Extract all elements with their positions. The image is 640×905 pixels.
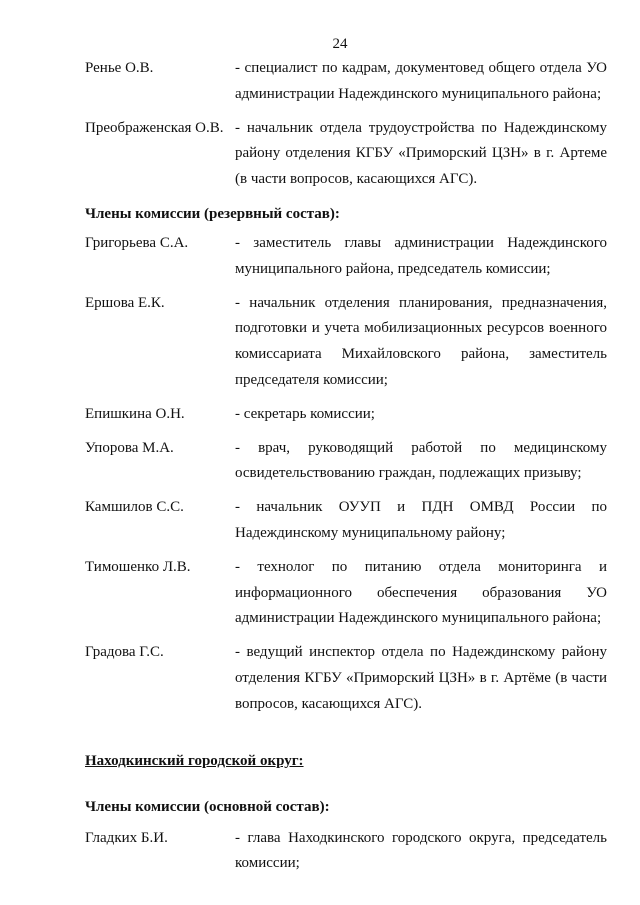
member-role: - начальник отдела трудоустройства по Надеждинскому району отделения КГБУ «Приморский ЦЗН» в г. Артеме (в части вопросов, касающихся АГС).	[235, 119, 607, 188]
member-entry	[85, 436, 607, 496]
member-entry	[85, 56, 607, 116]
member-entry	[85, 640, 607, 725]
main-members-heading: Члены комиссии (основной состав):	[85, 798, 330, 815]
member-entry	[85, 231, 607, 291]
member-name: Градова Г.С.	[85, 644, 164, 661]
member-name: Тимошенко Л.В.	[85, 558, 191, 575]
member-name: Епишкина О.Н.	[85, 405, 185, 422]
member-name: Ершова Е.К.	[85, 294, 165, 311]
member-name: Камшилов С.С.	[85, 499, 184, 516]
member-name: Упорова М.А.	[85, 439, 174, 456]
district-heading: Находкинский городской округ:	[85, 752, 304, 769]
member-role: - технолог по питанию отдела мониторинга и информационного обеспечения образования УО администрации Надеждинского муниципального района;	[235, 558, 607, 627]
member-role: - заместитель главы администрации Надеждинского муниципального района, председатель комиссии;	[235, 234, 607, 277]
member-name: Григорьева С.А.	[85, 234, 189, 251]
member-role: - начальник отделения планирования, предназначения, подготовки и учета мобилизационных ресурсов военного комиссариата Михайловского района, заместитель председателя комиссии;	[235, 294, 607, 388]
member-name: Преображенская О.В.	[85, 119, 224, 136]
member-entry	[85, 555, 607, 640]
member-entry	[85, 116, 607, 201]
member-entry	[85, 291, 607, 402]
member-role: - специалист по кадрам, документовед общего отдела УО администрации Надеждинского муниципального района;	[235, 60, 607, 102]
member-entry	[85, 402, 607, 436]
member-role: - ведущий инспектор отдела по Надеждинскому району отделения КГБУ «Приморский ЦЗН» в г. Артёме (в части вопросов, касающихся АГС).	[235, 644, 607, 712]
document-body	[85, 56, 607, 885]
member-entry	[85, 826, 607, 886]
member-name: Ренье О.В.	[85, 60, 154, 76]
member-entry	[85, 495, 607, 555]
member-role: - глава Находкинского городского округа, председатель комиссии;	[235, 829, 607, 872]
member-role: - начальник ОУУП и ПДН ОМВД России по Надеждинскому муниципальному району;	[235, 499, 607, 541]
page-number: 24	[332, 36, 348, 52]
member-role: - врач, руководящий работой по медицинскому освидетельствованию граждан, подлежащих призыву;	[235, 439, 607, 482]
reserve-members-heading: Члены комиссии (резервный состав):	[85, 205, 340, 222]
member-role: - секретарь комиссии;	[235, 405, 375, 422]
member-name: Гладких Б.И.	[85, 829, 168, 846]
